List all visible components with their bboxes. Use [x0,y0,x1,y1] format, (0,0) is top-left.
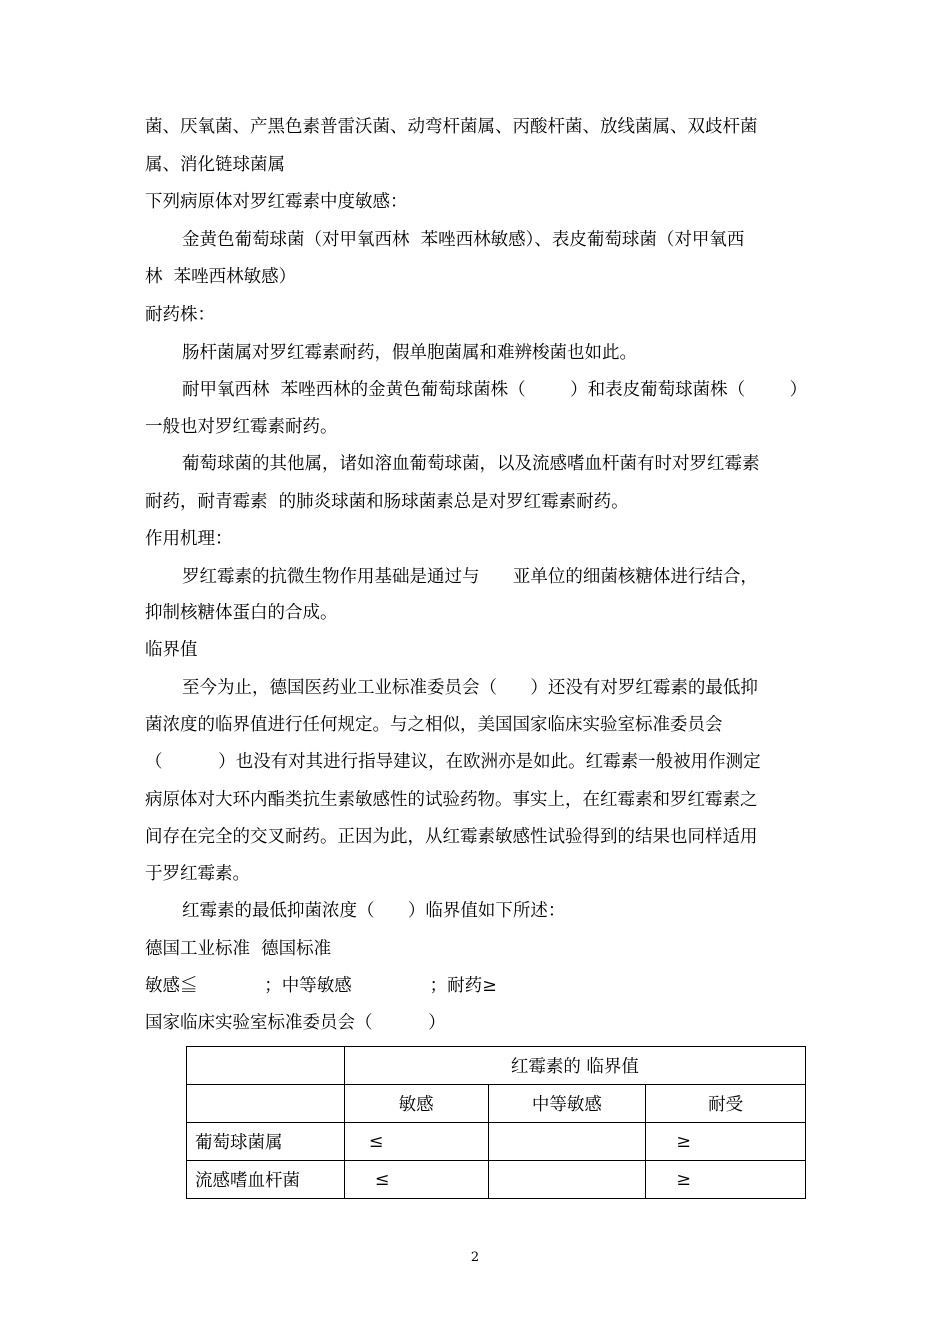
table-row [187,1161,806,1199]
table-row [187,1123,806,1161]
text-line: 红霉素的最低抑菌浓度（ ）临界值如下所述： [182,901,566,921]
text-line: 耐药，耐青霉素 的肺炎球菌和肠球菌素总是对罗红霉素耐药。 [145,492,629,512]
cell-sensitive: ≤ [344,1123,488,1161]
cell-intermediate [488,1161,646,1199]
text-line: 敏感≦ ；中等敏感 ；耐药≥ [145,976,497,996]
text-line: 罗红霉素的抗微生物作用基础是通过与 亚单位的细菌核糖体进行结合， [182,567,758,587]
text-line: 菌、厌氧菌、产黑色素普雷沃菌、动弯杆菌属、丙酸杆菌、放线菌属、双歧杆菌 [145,117,758,137]
text-line: 葡萄球菌的其他属，诸如溶血葡萄球菌，以及流感嗜血杆菌有时对罗红霉素 [182,454,760,474]
text-line: 属、消化链球菌属 [145,155,285,175]
text-line: 金黄色葡萄球菌（对甲氧西林 苯唑西林敏感）、表皮葡萄球菌（对甲氧西 [182,230,745,250]
text-line: 至今为止，德国医药业工业标准委员会（ ）还没有对罗红霉素的最低抑 [182,678,758,698]
cell-resistant: ≥ [646,1123,806,1161]
text-line: （ ）也没有对其进行指导建议，在欧洲亦是如此。红霉素一般被用作测定 [145,752,761,772]
text-line: 菌浓度的临界值进行任何规定。与之相似，美国国家临床实验室标准委员会 [145,715,723,735]
table-subheader-row [187,1085,806,1123]
text-line: 林 苯唑西林敏感） [145,267,297,287]
text-line: 一般也对罗红霉素耐药。 [145,417,338,437]
cell-sensitive: ≤ [344,1161,488,1199]
row-name: 流感嗜血杆菌 [187,1161,345,1199]
section-heading: 临界值 [145,640,198,660]
col-intermediate: 中等敏感 [488,1085,646,1123]
text-line: 国家临床实验室标准委员会（ ） [145,1013,446,1033]
col-sensitive: 敏感 [344,1085,488,1123]
text-line: 耐甲氧西林 苯唑西林的金黄色葡萄球菌株（ ）和表皮葡萄球菌株（ ） [182,380,808,400]
cell-intermediate [488,1123,646,1161]
text-line: 肠杆菌属对罗红霉素耐药，假单胞菌属和难辨梭菌也如此。 [182,343,637,363]
text-line: 德国工业标准 德国标准 [145,939,332,959]
page-number: 2 [470,1250,480,1265]
table-corner-cell [187,1085,345,1123]
text-line: 下列病原体对罗红霉素中度敏感： [145,192,408,212]
table-header-main: 红霉素的 临界值 [344,1047,805,1085]
table-header-row [187,1047,806,1085]
breakpoint-table [186,1046,806,1199]
text-line: 间存在完全的交叉耐药。正因为此，从红霉素敏感性试验得到的结果也同样适用 [145,827,758,847]
col-resistant: 耐受 [646,1085,806,1123]
table-corner-cell [187,1047,345,1085]
section-heading: 耐药株： [145,305,215,325]
cell-resistant: ≥ [646,1161,806,1199]
section-heading: 作用机理： [145,529,233,549]
row-name: 葡萄球菌属 [187,1123,345,1161]
text-line: 于罗红霉素。 [145,864,250,884]
text-line: 抑制核糖体蛋白的合成。 [145,603,338,623]
text-line: 病原体对大环内酯类抗生素敏感性的试验药物。事实上，在红霉素和罗红霉素之 [145,790,758,810]
